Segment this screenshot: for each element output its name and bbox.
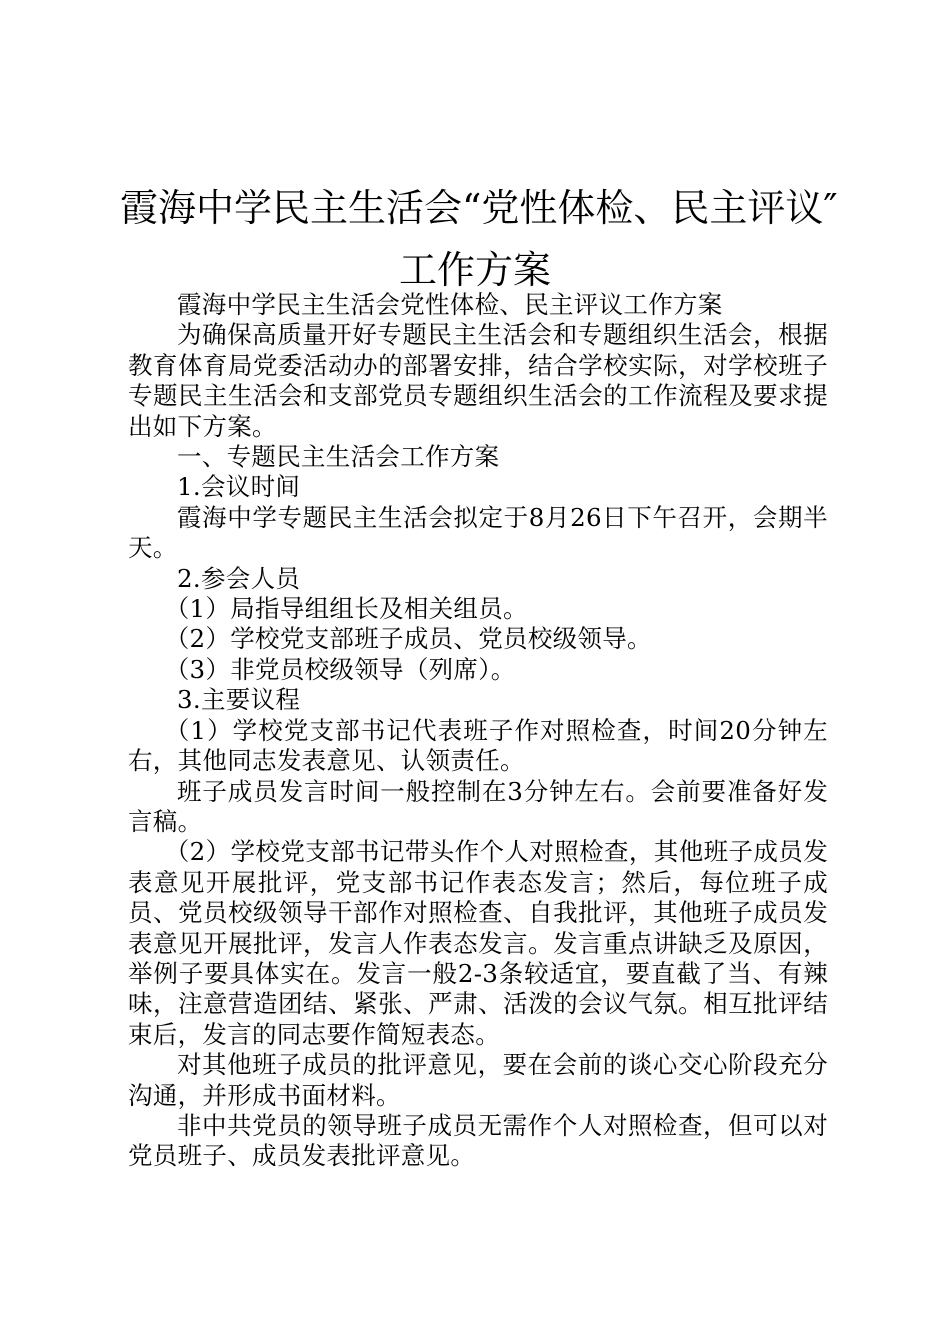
participant-item-1: （1）局指导组组长及相关组员。 xyxy=(164,594,528,624)
paragraph-non-party-members: 非中共党员的领导班子成员无需作个人对照检查，但可以对党员班子、成员发表批评意见。 xyxy=(128,1110,828,1171)
agenda-item-1: （1）学校党支部书记代表班子作对照检查，时间20分钟左右，其他同志发表意见、认领责任。 xyxy=(128,715,828,776)
participant-item-2: （2）学校党支部班子成员、党员校级领导。 xyxy=(164,624,652,654)
paragraph-intro: 为确保高质量开好专题民主生活会和专题组织生活会，根据教育体育局党委活动办的部署安排，结合学校实际，对学校班子专题民主生活会和支部党员专题组织生活会的工作流程及要求提出如下方案。 xyxy=(128,320,828,441)
document-title-line-2: 工作方案 xyxy=(398,248,551,292)
section-heading-1: 一、专题民主生活会工作方案 xyxy=(177,442,500,472)
paragraph-speaking-time: 班子成员发言时间一般控制在3分钟左右。会前要准备好发言稿。 xyxy=(128,776,828,836)
paragraph-subtitle: 霞海中学民主生活会党性体检、民主评议工作方案 xyxy=(177,290,723,319)
agenda-item-2: （2）学校党支部书记带头作个人对照检查，其他班子成员发表意见开展批评，党支部书记作表态发言；然后，每位班子成员、党员校级领导干部作对照检查、自我批评，其他班子成员发表意见开展批评，发言人作表态发言。发言重点讲缺乏及原因，举例子要具体实在。发言一般2-3条较适宜，要直截了当、有辣味，注意营造团结、紧张、严肃、活泼的会议气氛。相互批评结束后，发言的同志要作简短表态。 xyxy=(128,837,828,1049)
document-title-line-1: 霞海中学民主生活会“党性体检、民主评议″ xyxy=(120,186,838,230)
item-heading-agenda: 3.主要议程 xyxy=(177,685,301,715)
participant-item-3: （3）非党员校级领导（列席）。 xyxy=(164,654,516,684)
document-body xyxy=(128,290,828,1172)
paragraph-criticism-opinions: 对其他班子成员的批评意见，要在会前的谈心交心阶段充分沟通，并形成书面材料。 xyxy=(128,1050,828,1110)
item-heading-participants: 2.参会人员 xyxy=(177,563,301,593)
paragraph-meeting-time: 霞海中学专题民主生活会拟定于8月26日下午召开，会期半天。 xyxy=(128,502,828,563)
item-heading-meeting-time: 1.会议时间 xyxy=(177,472,301,502)
